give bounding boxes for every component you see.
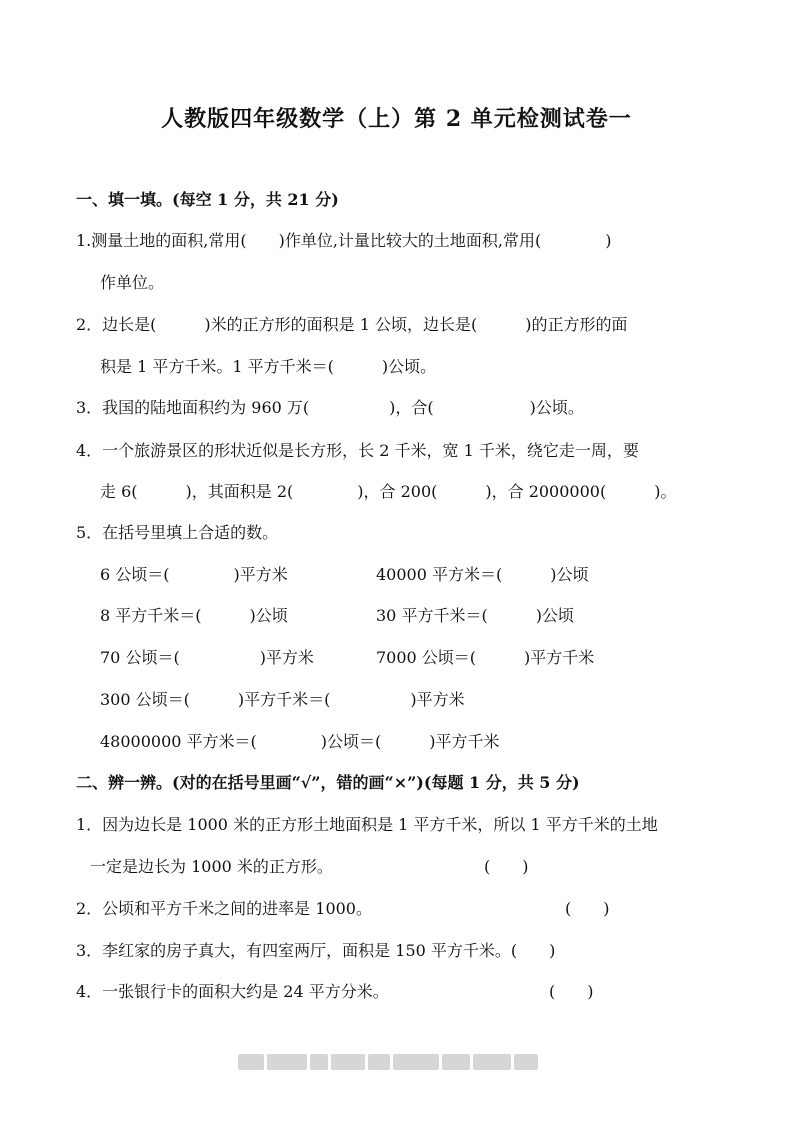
q5-item-2b: 30 平方千米＝( )公顷 xyxy=(376,606,574,625)
judge-1-line-2: 一定是边长为 1000 米的正方形。 xyxy=(90,857,333,876)
blurred-watermark xyxy=(238,1054,556,1070)
question-4-line-1: 4．一个旅游景区的形状近似是长方形，长 2 千米，宽 1 千米，绕它走一周，要 xyxy=(76,441,639,460)
section-heading-judge: 二、辨一辨。(对的在括号里画“√”，错的画“×”)(每题 1 分，共 5 分) xyxy=(76,773,580,792)
judge-2: 2．公顷和平方千米之间的进率是 1000。 xyxy=(76,899,372,918)
judge-3: 3．李红家的房子真大，有四室两厅，面积是 150 平方千米。( ) xyxy=(76,941,556,960)
q5-item-1b: 40000 平方米＝( )公顷 xyxy=(376,565,589,584)
judge-1-answer-parens: ( ) xyxy=(484,857,529,876)
question-4-line-2: 走 6( )，其面积是 2( )，合 200( )，合 2000000( )。 xyxy=(100,482,677,501)
judge-1-line-1: 1．因为边长是 1000 米的正方形土地面积是 1 平方千米，所以 1 平方千米的土地 xyxy=(76,815,658,834)
q5-item-5: 48000000 平方米＝( )公顷＝( )平方千米 xyxy=(100,732,500,751)
judge-4: 4．一张银行卡的面积大约是 24 平方分米。 xyxy=(76,982,389,1001)
question-2-line-2: 积是 1 平方千米。1 平方千米＝( )公顷。 xyxy=(100,357,437,376)
question-1-line-2: 作单位。 xyxy=(100,273,165,292)
page-title: 人教版四年级数学（上）第 2 单元检测试卷一 xyxy=(161,106,632,132)
judge-4-answer-parens: ( ) xyxy=(549,982,594,1001)
section-heading-fill: 一、填一填。(每空 1 分，共 21 分) xyxy=(76,190,339,209)
question-2-line-1: 2．边长是( )米的正方形的面积是 1 公顷，边长是( )的正方形的面 xyxy=(76,315,628,334)
q5-item-3b: 7000 公顷＝( )平方千米 xyxy=(376,648,595,667)
q5-item-3a: 70 公顷＝( )平方米 xyxy=(100,648,314,667)
q5-item-4: 300 公顷＝( )平方千米＝( )平方米 xyxy=(100,690,465,709)
q5-item-2a: 8 平方千米＝( )公顷 xyxy=(100,606,288,625)
question-3: 3．我国的陆地面积约为 960 万( )，合( )公顷。 xyxy=(76,398,584,417)
judge-2-answer-parens: ( ) xyxy=(565,899,610,918)
question-1-line-1: 1.测量土地的面积,常用( )作单位,计量比较大的土地面积,常用( ) xyxy=(76,231,612,250)
q5-item-1a: 6 公顷＝( )平方米 xyxy=(100,565,288,584)
question-5-stem: 5．在括号里填上合适的数。 xyxy=(76,523,279,542)
